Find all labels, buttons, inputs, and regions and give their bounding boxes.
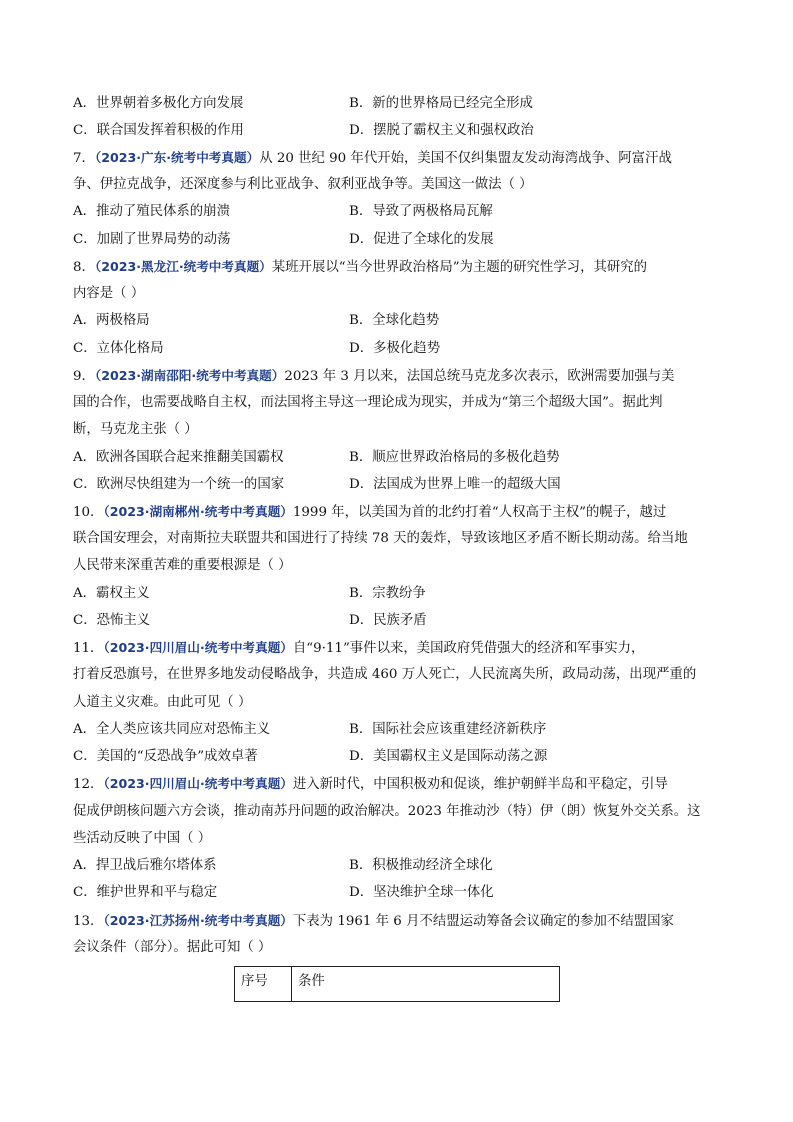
q6-option-d: D．摆脱了霸权主义和强权政治 bbox=[349, 123, 534, 138]
q13-text-1: 下表为 1961 年 6 月不结盟运动筹备会议确定的参加不结盟国家 bbox=[292, 914, 674, 929]
table-header-index: 序号 bbox=[235, 967, 292, 1002]
q7-option-c: C．加剧了世界局势的动荡 bbox=[73, 232, 231, 247]
q12-option-a: A．捍卫战后雅尔塔体系 bbox=[73, 858, 217, 873]
q12-source: （2023·四川眉山·统考中考真题） bbox=[103, 776, 293, 791]
q9-stem-line-3: 断，马克龙主张（ ） bbox=[73, 422, 198, 437]
q9-stem-line-1 bbox=[73, 366, 733, 387]
q8-source: （2023·黑龙江·统考中考真题） bbox=[94, 259, 272, 274]
q6-option-a: A．世界朝着多极化方向发展 bbox=[73, 96, 244, 111]
table-header-condition: 条件 bbox=[292, 967, 560, 1002]
q9-option-a: A．欧洲各国联合起来推翻美国霸权 bbox=[73, 450, 284, 465]
q7-option-d: D．促进了全球化的发展 bbox=[349, 232, 494, 247]
q9-option-b: B．顺应世界政治格局的多极化趋势 bbox=[349, 450, 560, 465]
q10-stem-line-3: 人民带来深重苦难的重要根源是（ ） bbox=[73, 558, 292, 573]
q6-option-b: B．新的世界格局已经完全形成 bbox=[349, 96, 533, 111]
q13-stem-line-2: 会议条件（部分）。据此可知（ ） bbox=[73, 940, 272, 955]
q8-stem-line-2: 内容是（ ） bbox=[73, 286, 145, 301]
q11-stem-line-1 bbox=[73, 638, 733, 659]
q13-conditions-table bbox=[234, 966, 560, 1002]
q10-option-a: A．霸权主义 bbox=[73, 586, 150, 601]
q11-option-b: B．国际社会应该重建经济新秩序 bbox=[349, 722, 547, 737]
q11-stem-line-2: 打着反恐旗号，在世界多地发动侵略战争，共造成 460 万人死亡，人民流离失所，政局动荡，出现严重的 bbox=[73, 667, 697, 682]
q8-number: 8． bbox=[73, 260, 95, 275]
q10-option-c: C．恐怖主义 bbox=[73, 613, 151, 628]
q10-text-1: 1999 年，以美国为首的北约打着“人权高于主权”的幌子，越过 bbox=[292, 505, 667, 520]
q6-option-c: C．联合国发挥着积极的作用 bbox=[73, 123, 244, 138]
q12-stem-line-3: 些活动反映了中国（ ） bbox=[73, 831, 212, 846]
q10-source: （2023·湖南郴州·统考中考真题） bbox=[103, 504, 293, 519]
q12-option-b: B．积极推动经济全球化 bbox=[349, 858, 493, 873]
q10-option-d: D．民族矛盾 bbox=[349, 613, 427, 628]
q9-text-1: 2023 年 3 月以来，法国总统马克龙多次表示，欧洲需要加强与美 bbox=[284, 369, 675, 384]
q8-stem-line-1 bbox=[73, 257, 733, 278]
q8-option-b: B．全球化趋势 bbox=[349, 313, 440, 328]
q12-number: 12． bbox=[73, 777, 104, 792]
q7-number: 7． bbox=[73, 151, 95, 166]
q9-number: 9． bbox=[73, 369, 95, 384]
q8-option-a: A．两极格局 bbox=[73, 313, 150, 328]
q8-option-c: C．立体化格局 bbox=[73, 341, 164, 356]
q9-option-c: C．欧洲尽快组建为一个统一的国家 bbox=[73, 477, 285, 492]
q10-option-b: B．宗教纷争 bbox=[349, 586, 426, 601]
q11-option-d: D．美国霸权主义是国际动荡之源 bbox=[349, 749, 548, 764]
q11-text-1: 自“9·11”事件以来，美国政府凭借强大的经济和军事实力， bbox=[292, 641, 645, 656]
q8-text-1: 某班开展以“当今世界政治格局”为主题的研究性学习，其研究的 bbox=[271, 260, 648, 275]
q9-option-d: D．法国成为世界上唯一的超级大国 bbox=[349, 477, 561, 492]
q10-stem-line-2: 联合国安理会，对南斯拉夫联盟共和国进行了持续 78 天的轰炸，导致该地区矛盾不断长期动荡。给当地 bbox=[73, 531, 688, 546]
q8-option-d: D．多极化趋势 bbox=[349, 341, 441, 356]
q11-stem-line-3: 人道主义灾难。由此可见（ ） bbox=[73, 695, 252, 710]
q10-number: 10． bbox=[73, 505, 104, 520]
q12-stem-line-2: 促成伊朗核问题六方会谈，推动南苏丹问题的政治解决。2023 年推动沙（特）伊（朗）恢复外交关系。这 bbox=[73, 804, 701, 819]
q10-stem-line-1 bbox=[73, 502, 733, 523]
table-header-row bbox=[235, 967, 560, 1002]
q9-source: （2023·湖南邵阳·统考中考真题） bbox=[94, 368, 285, 383]
q7-text-1: 从 20 世纪 90 年代开始，美国不仅纠集盟友发动海湾战争、阿富汗战 bbox=[259, 151, 672, 166]
q12-option-c: C．维护世界和平与稳定 bbox=[73, 885, 218, 900]
q13-stem-line-1 bbox=[73, 911, 733, 932]
q7-option-a: A．推动了殖民体系的崩溃 bbox=[73, 204, 230, 219]
q11-source: （2023·四川眉山·统考中考真题） bbox=[103, 640, 293, 655]
q11-option-c: C．美国的“反恐战争”成效卓著 bbox=[73, 749, 258, 764]
q7-option-b: B．导致了两极格局瓦解 bbox=[349, 204, 493, 219]
q12-option-d: D．坚决维护全球一体化 bbox=[349, 885, 494, 900]
q7-stem-line-1 bbox=[73, 148, 733, 169]
q11-number: 11． bbox=[73, 641, 104, 656]
q13-source: （2023·江苏扬州·统考中考真题） bbox=[103, 913, 293, 928]
q9-stem-line-2: 国的合作，也需要战略自主权，而法国将主导这一理论成为现实，并成为“第三个超级大国”。据此判 bbox=[73, 395, 663, 410]
q7-stem-line-2: 争、伊拉克战争，还深度参与利比亚战争、叙利亚战争等。美国这一做法（ ） bbox=[73, 177, 533, 192]
q11-option-a: A．全人类应该共同应对恐怖主义 bbox=[73, 722, 271, 737]
q7-source: （2023·广东·统考中考真题） bbox=[94, 150, 260, 165]
q12-text-1: 进入新时代，中国积极劝和促谈，维护朝鲜半岛和平稳定，引导 bbox=[292, 777, 668, 792]
q12-stem-line-1 bbox=[73, 774, 733, 795]
q13-number: 13． bbox=[73, 914, 104, 929]
